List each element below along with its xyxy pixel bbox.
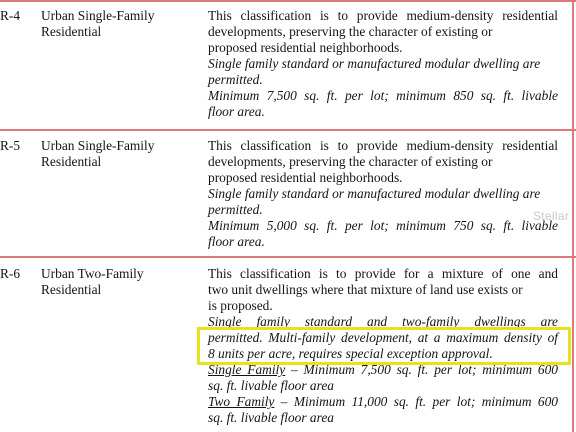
zone-code: R-4	[0, 8, 21, 23]
desc-line: is proposed.	[208, 298, 273, 313]
desc-line: developments, preserving the character of existing or	[208, 154, 493, 169]
divider-r4-r5	[0, 129, 576, 131]
watermark: Stellar	[533, 209, 570, 223]
desc-italic-line: Single family standard or manufactured modular dwelling are	[208, 56, 541, 71]
desc-italic-line: permitted. Multi-family development, at a maximum density of	[208, 330, 558, 345]
zone-name	[41, 266, 191, 298]
desc-italic-line: permitted.	[208, 202, 263, 217]
zone-name	[41, 8, 191, 40]
desc-italic-line: Minimum 7,500 sq. ft. per lot; minimum 850 sq. ft. livable	[208, 88, 558, 103]
highlight-box	[197, 327, 571, 365]
zone-name-line: Residential	[41, 154, 102, 169]
desc-italic-line: Single family standard or manufactured modular dwelling are	[208, 186, 541, 201]
zone-name-line: Urban Single-Family	[41, 138, 155, 153]
desc-italic-line: permitted.	[208, 72, 263, 87]
desc-line: developments, preserving the character of existing or	[208, 24, 493, 39]
zone-description	[208, 138, 558, 250]
divider-r5-r6	[0, 256, 576, 258]
desc-line: proposed residential neighborhoods.	[208, 40, 403, 55]
zone-description	[208, 8, 558, 120]
two-family-line-2: sq. ft. livable floor area	[208, 410, 334, 425]
single-family-line-2: sq. ft. livable floor area	[208, 378, 334, 393]
desc-line: This classification is to provide medium-density residential	[208, 138, 558, 153]
desc-line: This classification is to provide medium-density residential	[208, 8, 558, 23]
desc-italic-line: floor area.	[208, 104, 265, 119]
single-family-text: – Minimum 7,500 sq. ft. per lot; minimum 600	[285, 362, 558, 377]
two-family-line	[208, 394, 558, 410]
desc-line: two unit dwellings where that mixture of land use exists or	[208, 282, 523, 297]
desc-italic-line: Single family standard and two-family dwellings are	[208, 314, 558, 329]
desc-italic-line: 8 units per acre, requires special exception approval.	[208, 346, 493, 361]
zone-name-line: Residential	[41, 24, 102, 39]
zone-name	[41, 138, 191, 170]
zone-name-line: Residential	[41, 282, 102, 297]
two-family-label: Two Family	[208, 394, 275, 409]
two-family-text: – Minimum 11,000 sq. ft. per lot; minimum 600	[274, 394, 558, 409]
desc-italic-line: floor area.	[208, 234, 265, 249]
zone-code: R-6	[0, 266, 21, 281]
zone-name-line: Urban Two-Family	[41, 266, 144, 281]
zone-code: R-5	[0, 138, 21, 153]
desc-italic-line: Minimum 5,000 sq. ft. per lot; minimum 750 sq. ft. livable	[208, 218, 558, 233]
zone-name-line: Urban Single-Family	[41, 8, 155, 23]
single-family-label: Single Family	[208, 362, 286, 377]
desc-line: This classification is to provide for a mixture of one and	[208, 266, 558, 281]
top-border	[0, 0, 576, 2]
desc-line: proposed residential neighborhoods.	[208, 170, 403, 185]
right-border	[572, 0, 574, 432]
